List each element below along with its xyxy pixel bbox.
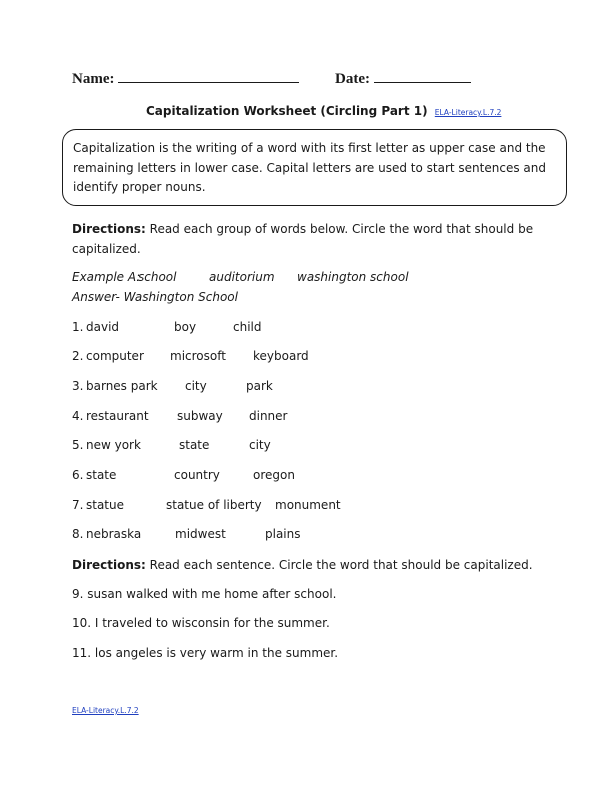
word-option[interactable]: boy bbox=[174, 320, 197, 334]
example-word: school bbox=[138, 270, 177, 284]
word-option[interactable]: microsoft bbox=[170, 349, 226, 363]
word-option[interactable]: country bbox=[174, 468, 220, 482]
word-option[interactable]: city bbox=[185, 379, 207, 393]
example-word: auditorium bbox=[209, 270, 275, 284]
word-option[interactable]: state bbox=[86, 468, 117, 482]
standard-link[interactable]: ELA-Literacy.L.7.2 bbox=[434, 108, 502, 117]
word-option[interactable]: subway bbox=[177, 409, 223, 423]
word-option[interactable]: child bbox=[233, 320, 262, 334]
example-answer: Answer- Washington School bbox=[72, 290, 238, 304]
item-number: 6. bbox=[72, 468, 84, 482]
word-option[interactable]: nebraska bbox=[86, 527, 142, 541]
word-option[interactable]: new york bbox=[86, 438, 141, 452]
word-option[interactable]: keyboard bbox=[253, 349, 309, 363]
item-number: 1. bbox=[72, 320, 84, 334]
item-number: 2. bbox=[72, 349, 84, 363]
name-blank[interactable] bbox=[118, 70, 299, 83]
directions-1-text: Read each group of words below. Circle the word that should be capitalized. bbox=[72, 222, 534, 256]
date-label: Date: bbox=[335, 71, 370, 87]
word-option[interactable]: plains bbox=[265, 527, 301, 541]
directions-1-label: Directions: bbox=[72, 222, 146, 236]
name-field bbox=[72, 70, 299, 88]
intro-box bbox=[62, 129, 567, 206]
word-option[interactable]: david bbox=[86, 320, 120, 334]
sentence-text[interactable]: 11. los angeles is very warm in the summer. bbox=[72, 646, 339, 660]
word-option[interactable]: monument bbox=[275, 498, 341, 512]
sentence-text[interactable]: 9. susan walked with me home after school. bbox=[72, 587, 337, 601]
item-number: 5. bbox=[72, 438, 84, 452]
word-option[interactable]: state bbox=[179, 438, 210, 452]
word-option[interactable]: computer bbox=[86, 349, 144, 363]
item-number: 4. bbox=[72, 409, 84, 423]
word-option[interactable]: statue bbox=[86, 498, 125, 512]
word-option[interactable]: oregon bbox=[253, 468, 295, 482]
worksheet-title bbox=[146, 104, 501, 118]
name-label: Name: bbox=[72, 71, 115, 87]
directions-2 bbox=[72, 555, 533, 575]
item-number: 7. bbox=[72, 498, 84, 512]
item-number: 8. bbox=[72, 527, 84, 541]
directions-2-label: Directions: bbox=[72, 558, 146, 572]
word-option[interactable]: midwest bbox=[175, 527, 226, 541]
word-option[interactable]: restaurant bbox=[86, 409, 149, 423]
directions-1 bbox=[72, 219, 542, 259]
date-blank[interactable] bbox=[374, 70, 471, 83]
title-text: Capitalization Worksheet (Circling Part 1) bbox=[146, 104, 428, 118]
word-option[interactable]: city bbox=[249, 438, 271, 452]
intro-text: Capitalization is the writing of a word with its first letter as upper case and the remaining letters in lower case. Capital letters are used to start sentences and identify proper nouns. bbox=[73, 141, 546, 194]
word-option[interactable]: statue of liberty bbox=[166, 498, 262, 512]
word-option[interactable]: barnes park bbox=[86, 379, 158, 393]
example-label: Example A: bbox=[72, 270, 141, 284]
word-option[interactable]: dinner bbox=[249, 409, 288, 423]
date-field bbox=[335, 70, 471, 88]
directions-2-text: Read each sentence. Circle the word that should be capitalized. bbox=[145, 558, 533, 572]
example-word: washington school bbox=[297, 270, 409, 284]
sentence-text[interactable]: 10. I traveled to wisconsin for the summer. bbox=[72, 616, 330, 630]
item-number: 3. bbox=[72, 379, 84, 393]
word-option[interactable]: park bbox=[246, 379, 273, 393]
footer-standard-link[interactable]: ELA-Literacy.L.7.2 bbox=[72, 706, 139, 715]
